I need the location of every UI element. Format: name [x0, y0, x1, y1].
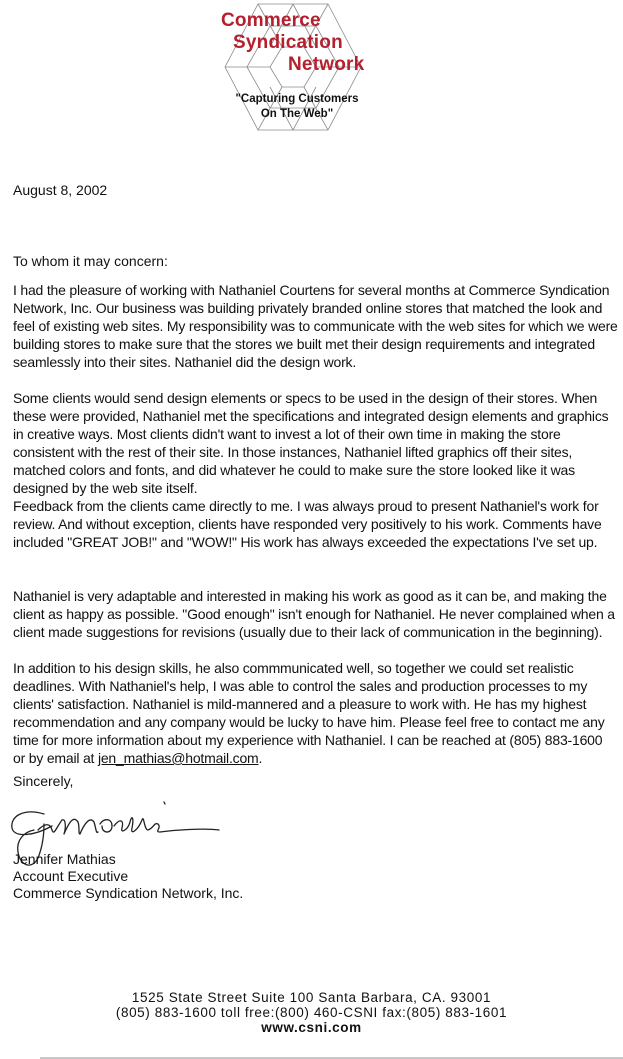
signer-title: Account Executive — [13, 868, 129, 884]
contact-end: . — [258, 750, 263, 766]
body-paragraph: Feedback from the clients came directly to me. I was always proud to present Nathaniel's work for review. And without exception, clients have responded very positively to his work. Comments have included "GREAT JOB!" and "WOW!" His work has always exceeded the expectations I've set up. — [13, 498, 602, 550]
body-paragraph-contact — [13, 659, 618, 767]
contact-text: In addition to his design skills, he also commmunicated well, so together we could set realistic deadlines. With Nathaniel's help, I was able to control the sales and production processes to my clients' satisfaction. Nathaniel is mild-mannered and a pleasure to work with. He has my highest recommendation and any company would be lucky to have him. Please feel free to contact me any time for more information about my experience with Nathaniel. I can be reached at (805) 883-1600 or by email at — [13, 660, 605, 766]
body-paragraph: Some clients would send design elements or specs to be used in the design of their stores. When these were provided, Nathaniel met the specifications and integrated design elements and graphics in creative ways. Most clients didn't want to invest a lot of their own time in making the store consistent with the rest of their site. In those instances, Nathaniel lifted graphics off their sites, matched colors and fonts, and did whatever he could to make sure the store looked like it was designed by the web site itself. — [13, 390, 609, 496]
tagline — [227, 92, 367, 122]
closing: Sincerely, — [13, 773, 74, 789]
company-name-line2: Syndication — [233, 32, 343, 53]
footer-address: 1525 State Street Suite 100 Santa Barbara, CA. 93001 — [131, 990, 492, 1005]
body-paragraph: Nathaniel is very adaptable and interested in making his work as good as it can be, and making the client as happy as possible. "Good enough" isn't enough for Nathaniel. He never complained when a client made suggestions for revisions (usually due to their lack of communication in the beginning). — [13, 588, 615, 640]
footer-phones: (805) 883-1600 toll free:(800) 460-CSNI fax:(805) 883-1601 — [115, 1005, 508, 1020]
body-paragraph: I had the pleasure of working with Nathaniel Courtens for several months at Commerce Syndication Network, Inc. Our business was building privately branded online stores that matched the look and feel of existing web sites. My responsibility was to communicate with the web sites for which we were building stores to make sure that the stores we built met their design requirements and integrated seamlessly into their sites. Nathaniel did the design work. — [13, 282, 618, 370]
company-name-line1: Commerce — [221, 10, 321, 31]
footer-website-link[interactable]: www.csni.com — [261, 1020, 362, 1035]
signer-block — [13, 851, 243, 902]
company-name-line3: Network — [288, 54, 365, 75]
letter-date: August 8, 2002 — [13, 182, 108, 198]
letterhead-logo — [205, 0, 405, 135]
signer-company: Commerce Syndication Network, Inc. — [13, 885, 244, 901]
signer-name: Jennifer Mathias — [13, 851, 116, 867]
salutation: To whom it may concern: — [13, 253, 168, 269]
email-link[interactable]: jen_mathias@hotmail.com — [97, 750, 259, 766]
tagline-line1: "Capturing Customers — [235, 93, 359, 105]
letterhead-footer — [0, 990, 623, 1035]
tagline-line2: On The Web" — [260, 108, 334, 120]
